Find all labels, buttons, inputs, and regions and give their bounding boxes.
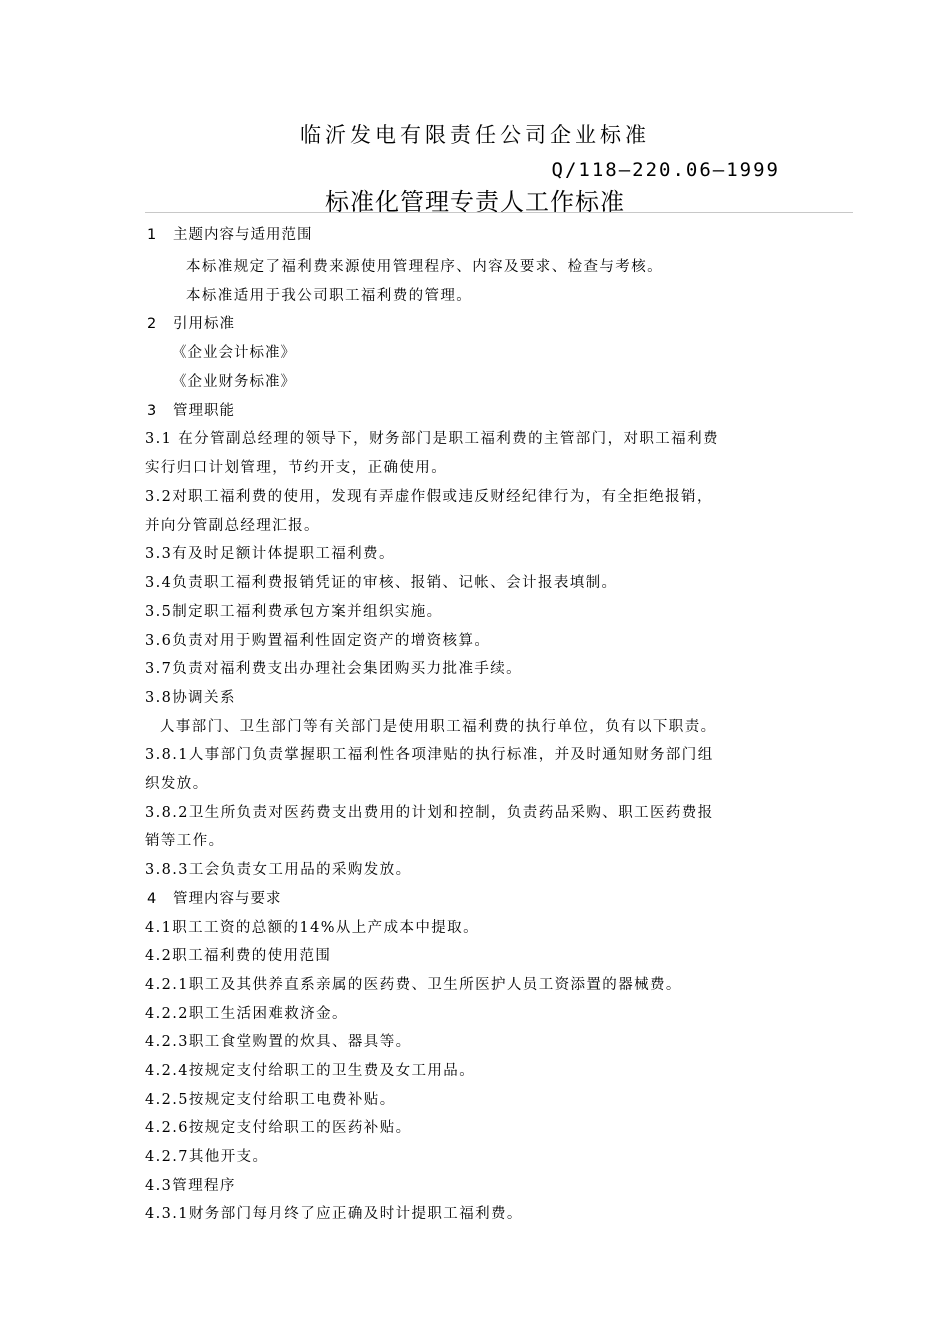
clause-line: 4.3管理程序 bbox=[145, 1178, 236, 1194]
paragraph: 本标准规定了福利费来源使用管理程序、内容及要求、检查与考核。 bbox=[186, 259, 663, 275]
company-standard-heading: 临沂发电有限责任公司企业标准 bbox=[300, 123, 650, 147]
clause-line: 4.2.3职工食堂购置的炊具、器具等。 bbox=[145, 1034, 412, 1050]
reference-item: 《企业财务标准》 bbox=[172, 374, 296, 390]
clause-line: 3.8.1人事部门负责掌握职工福利性各项津贴的执行标准，并及时通知财务部门组 bbox=[145, 747, 714, 763]
clause-line: 实行归口计划管理，节约开支，正确使用。 bbox=[145, 460, 448, 476]
clause-line: 3.8.2卫生所负责对医药费支出费用的计划和控制，负责药品采购、职工医药费报 bbox=[145, 805, 714, 821]
clause-line: 3.2对职工福利费的使用，发现有弄虚作假或违反财经纪律行为，有全拒绝报销， bbox=[145, 489, 713, 505]
clause-line: 4.3.1财务部门每月终了应正确及时计提职工福利费。 bbox=[145, 1206, 523, 1222]
clause-line: 3.5制定职工福利费承包方案并组织实施。 bbox=[145, 604, 443, 620]
clause-line: 4.2.7其他开支。 bbox=[145, 1149, 269, 1165]
section-number: 2 bbox=[147, 316, 158, 332]
reference-item: 《企业会计标准》 bbox=[172, 345, 296, 361]
section-title: 管理职能 bbox=[173, 403, 235, 419]
section-2-heading bbox=[147, 313, 235, 335]
section-number: 1 bbox=[147, 227, 158, 243]
clause-line: 3.4负责职工福利费报销凭证的审核、报销、记帐、会计报表填制。 bbox=[145, 575, 618, 591]
clause-line: 4.1职工工资的总额的14%从上产成本中提取。 bbox=[145, 920, 479, 936]
clause-line: 4.2.2职工生活困难救济金。 bbox=[145, 1006, 348, 1022]
clause-line: 4.2.4按规定支付给职工的卫生费及女工用品。 bbox=[145, 1063, 476, 1079]
section-number: 4 bbox=[147, 891, 158, 907]
paragraph: 本标准适用于我公司职工福利费的管理。 bbox=[186, 288, 473, 304]
section-title: 引用标准 bbox=[173, 316, 235, 332]
clause-line: 3.8.3工会负责女工用品的采购发放。 bbox=[145, 862, 412, 878]
clause-line: 4.2职工福利费的使用范围 bbox=[145, 948, 332, 964]
title-divider bbox=[145, 212, 853, 213]
section-title: 主题内容与适用范围 bbox=[173, 227, 313, 243]
clause-line: 3.6负责对用于购置福利性固定资产的增资核算。 bbox=[145, 633, 491, 649]
clause-line: 4.2.5按规定支付给职工电费补贴。 bbox=[145, 1092, 396, 1108]
clause-line: 销等工作。 bbox=[145, 833, 225, 849]
document-title: 标准化管理专责人工作标准 bbox=[325, 188, 625, 216]
clause-line: 3.8协调关系 bbox=[145, 690, 236, 706]
section-title: 管理内容与要求 bbox=[173, 891, 282, 907]
section-4-heading bbox=[147, 888, 282, 910]
clause-line: 4.2.6按规定支付给职工的医药补贴。 bbox=[145, 1120, 412, 1136]
clause-line: 3.1 在分管副总经理的领导下，财务部门是职工福利费的主管部门，对职工福利费 bbox=[145, 431, 719, 447]
clause-line: 3.3有及时足额计体提职工福利费。 bbox=[145, 546, 395, 562]
clause-line: 织发放。 bbox=[145, 776, 209, 792]
clause-line: 并向分管副总经理汇报。 bbox=[145, 518, 320, 534]
clause-line: 3.7负责对福利费支出办理社会集团购买力批准手续。 bbox=[145, 661, 523, 677]
clause-line: 4.2.1职工及其供养直系亲属的医药费、卫生所医护人员工资添置的器械费。 bbox=[145, 977, 682, 993]
section-number: 3 bbox=[147, 403, 158, 419]
standard-code: Q/118—220.06—1999 bbox=[551, 159, 780, 181]
section-1-heading bbox=[147, 224, 313, 246]
section-3-heading bbox=[147, 400, 235, 422]
clause-line: 人事部门、卫生部门等有关部门是使用职工福利费的执行单位，负有以下职责。 bbox=[160, 719, 717, 735]
